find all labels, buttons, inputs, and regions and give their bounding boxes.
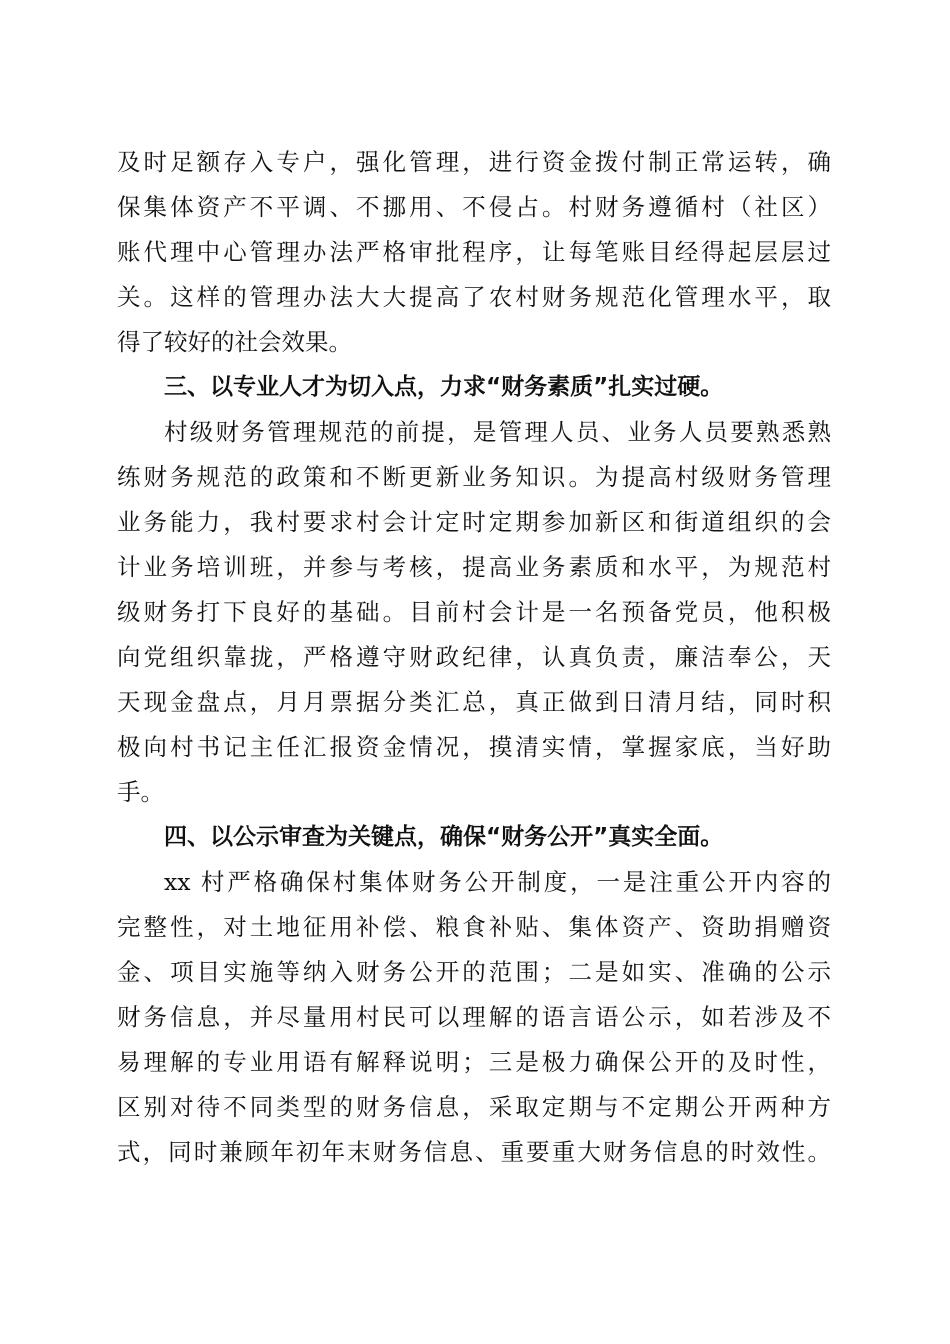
text-line: 完整性，对土地征用补偿、粮食补贴、集体资产、资助捐赠资 [117,913,831,941]
text-line: xx 村严格确保村集体财务公开制度，一是注重公开内容的 [164,868,831,896]
text-line: 天现金盘点，月月票据分类汇总，真正做到日清月结，同时积 [117,688,831,716]
text-line: 练财务规范的政策和不断更新业务知识。为提高村级财务管理 [117,463,831,491]
text-line: 业务能力，我村要求村会计定时定期参加新区和街道组织的会 [117,508,831,536]
text-line: 财务信息，并尽量用村民可以理解的语言语公示，如若涉及不 [117,1003,831,1031]
text-line: 级财务打下良好的基础。目前村会计是一名预备党员，他积极 [117,598,831,626]
text-line: 手。 [117,778,164,806]
text-line: 关。这样的管理办法大大提高了农村财务规范化管理水平，取 [117,283,831,311]
text-line: 向党组织靠拢，严格遵守财政纪律，认真负责，廉洁奉公，天 [117,643,831,671]
text-line: 及时足额存入专户，强化管理，进行资金拨付制正常运转，确 [117,148,831,176]
paragraph-fund-management [117,140,831,365]
paragraph-professional-talent [117,410,831,815]
text-line: 式，同时兼顾年初年末财务信息、重要重大财务信息的时效性。 [117,1138,831,1166]
text-line: 计业务培训班，并参与考核，提高业务素质和水平，为规范村 [117,553,831,581]
section-heading-4: 四、以公示审查为关键点，确保“财务公开”真实全面。 [164,824,724,850]
text-line: 金、项目实施等纳入财务公开的范围；二是如实、准确的公示 [117,958,831,986]
paragraph-financial-disclosure [117,860,831,1175]
text-line: 账代理中心管理办法严格审批程序，让每笔账目经得起层层过 [117,238,831,266]
text-line: 村级财务管理规范的前提，是管理人员、业务人员要熟悉熟 [164,418,831,446]
text-line: 得了较好的社会效果。 [117,328,352,356]
document-page [117,140,831,1175]
text-line: 极向村书记主任汇报资金情况，摸清实情，掌握家底，当好助 [117,733,831,761]
text-line: 保集体资产不平调、不挪用、不侵占。村财务遵循村（社区） [117,193,831,221]
text-line: 易理解的专业用语有解释说明；三是极力确保公开的及时性， [117,1048,831,1076]
text-line: 区别对待不同类型的财务信息，采取定期与不定期公开两种方 [117,1093,831,1121]
section-heading-3: 三、以专业人才为切入点，力求“财务素质”扎实过硬。 [164,374,724,400]
